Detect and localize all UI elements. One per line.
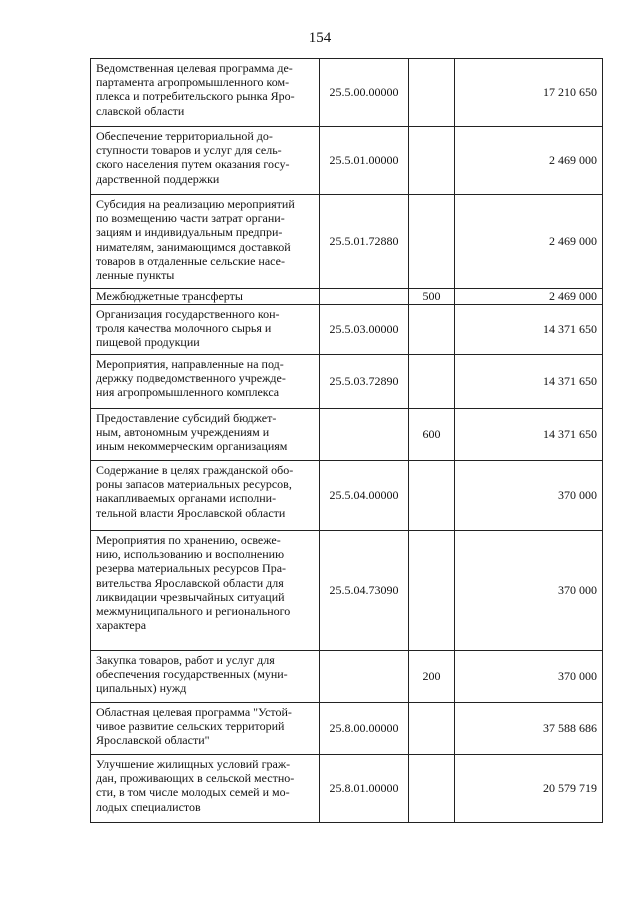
row-target-code: 25.5.01.00000: [320, 127, 409, 195]
row-expense-type: [409, 127, 455, 195]
table-row: [91, 355, 603, 409]
row-amount: 370 000: [455, 461, 603, 531]
table-row: [91, 461, 603, 531]
row-expense-type: 600: [409, 409, 455, 461]
row-name: Организация государственного кон- троля качества молочного сырья и пищевой продукции: [91, 305, 320, 355]
row-name: Обеспечение территориальной до- ступности товаров и услуг для сель- ского населения путем оказания госу- дарственной поддержки: [91, 127, 320, 195]
row-amount: 20 579 719: [455, 755, 603, 823]
row-expense-type: [409, 305, 455, 355]
row-amount: 14 371 650: [455, 305, 603, 355]
table-row: [91, 409, 603, 461]
row-target-code: 25.5.03.72890: [320, 355, 409, 409]
row-name: Содержание в целях гражданской обо- роны запасов материальных ресурсов, накапливаемых органами исполни- тельной власти Ярославской области: [91, 461, 320, 531]
row-expense-type: [409, 59, 455, 127]
budget-table: [90, 58, 603, 823]
row-amount: 370 000: [455, 651, 603, 703]
row-target-code: 25.8.01.00000: [320, 755, 409, 823]
row-name: Межбюджетные трансферты: [91, 289, 320, 305]
row-amount: 14 371 650: [455, 409, 603, 461]
row-name: Ведомственная целевая программа де- партамента агропромышленного ком- плекса и потребительского рынка Яро- славской области: [91, 59, 320, 127]
row-amount: 17 210 650: [455, 59, 603, 127]
table-row: [91, 127, 603, 195]
row-name: Закупка товаров, работ и услуг для обеспечения государственных (муни- ципальных) нужд: [91, 651, 320, 703]
table-row: [91, 195, 603, 289]
table-row: [91, 531, 603, 651]
row-name: Областная целевая программа "Устой- чивое развитие сельских территорий Ярославской области": [91, 703, 320, 755]
row-name: Предоставление субсидий бюджет- ным, автономным учреждениям и иным некоммерческим организациям: [91, 409, 320, 461]
row-target-code: 25.8.00.00000: [320, 703, 409, 755]
row-amount: 37 588 686: [455, 703, 603, 755]
row-amount: 370 000: [455, 531, 603, 651]
row-name: Мероприятия, направленные на под- держку подведомственного учрежде- ния агропромышленного комплекса: [91, 355, 320, 409]
row-target-code: 25.5.04.73090: [320, 531, 409, 651]
row-expense-type: 500: [409, 289, 455, 305]
row-target-code: 25.5.01.72880: [320, 195, 409, 289]
table-row: [91, 651, 603, 703]
row-target-code: 25.5.00.00000: [320, 59, 409, 127]
row-name: Субсидия на реализацию мероприятий по возмещению части затрат органи- зациям и индивидуальным предпри- нимателям, занимающимся доставкой товаров в отдаленные сельские насе- ленные пункты: [91, 195, 320, 289]
page-number: 154: [308, 30, 332, 46]
row-expense-type: [409, 355, 455, 409]
row-expense-type: [409, 195, 455, 289]
row-name: Улучшение жилищных условий граж- дан, проживающих в сельской местно- сти, в том числе молодых семей и мо- лодых специалистов: [91, 755, 320, 823]
row-amount: 2 469 000: [455, 195, 603, 289]
row-target-code: 25.5.04.00000: [320, 461, 409, 531]
row-expense-type: 200: [409, 651, 455, 703]
row-expense-type: [409, 703, 455, 755]
table-row: [91, 59, 603, 127]
table-row: [91, 289, 603, 305]
row-amount: 14 371 650: [455, 355, 603, 409]
row-target-code: 25.5.03.00000: [320, 305, 409, 355]
table-row: [91, 755, 603, 823]
row-target-code: [320, 289, 409, 305]
row-name: Мероприятия по хранению, освеже- нию, использованию и восполнению резерва материальных ресурсов Пра- вительства Ярославской области для ликвидации чрезвычайных ситуаций межмуниципального и регионального характера: [91, 531, 320, 651]
row-expense-type: [409, 755, 455, 823]
row-target-code: [320, 409, 409, 461]
row-expense-type: [409, 461, 455, 531]
row-expense-type: [409, 531, 455, 651]
table-row: [91, 305, 603, 355]
row-target-code: [320, 651, 409, 703]
row-amount: 2 469 000: [455, 127, 603, 195]
table-row: [91, 703, 603, 755]
row-amount: 2 469 000: [455, 289, 603, 305]
